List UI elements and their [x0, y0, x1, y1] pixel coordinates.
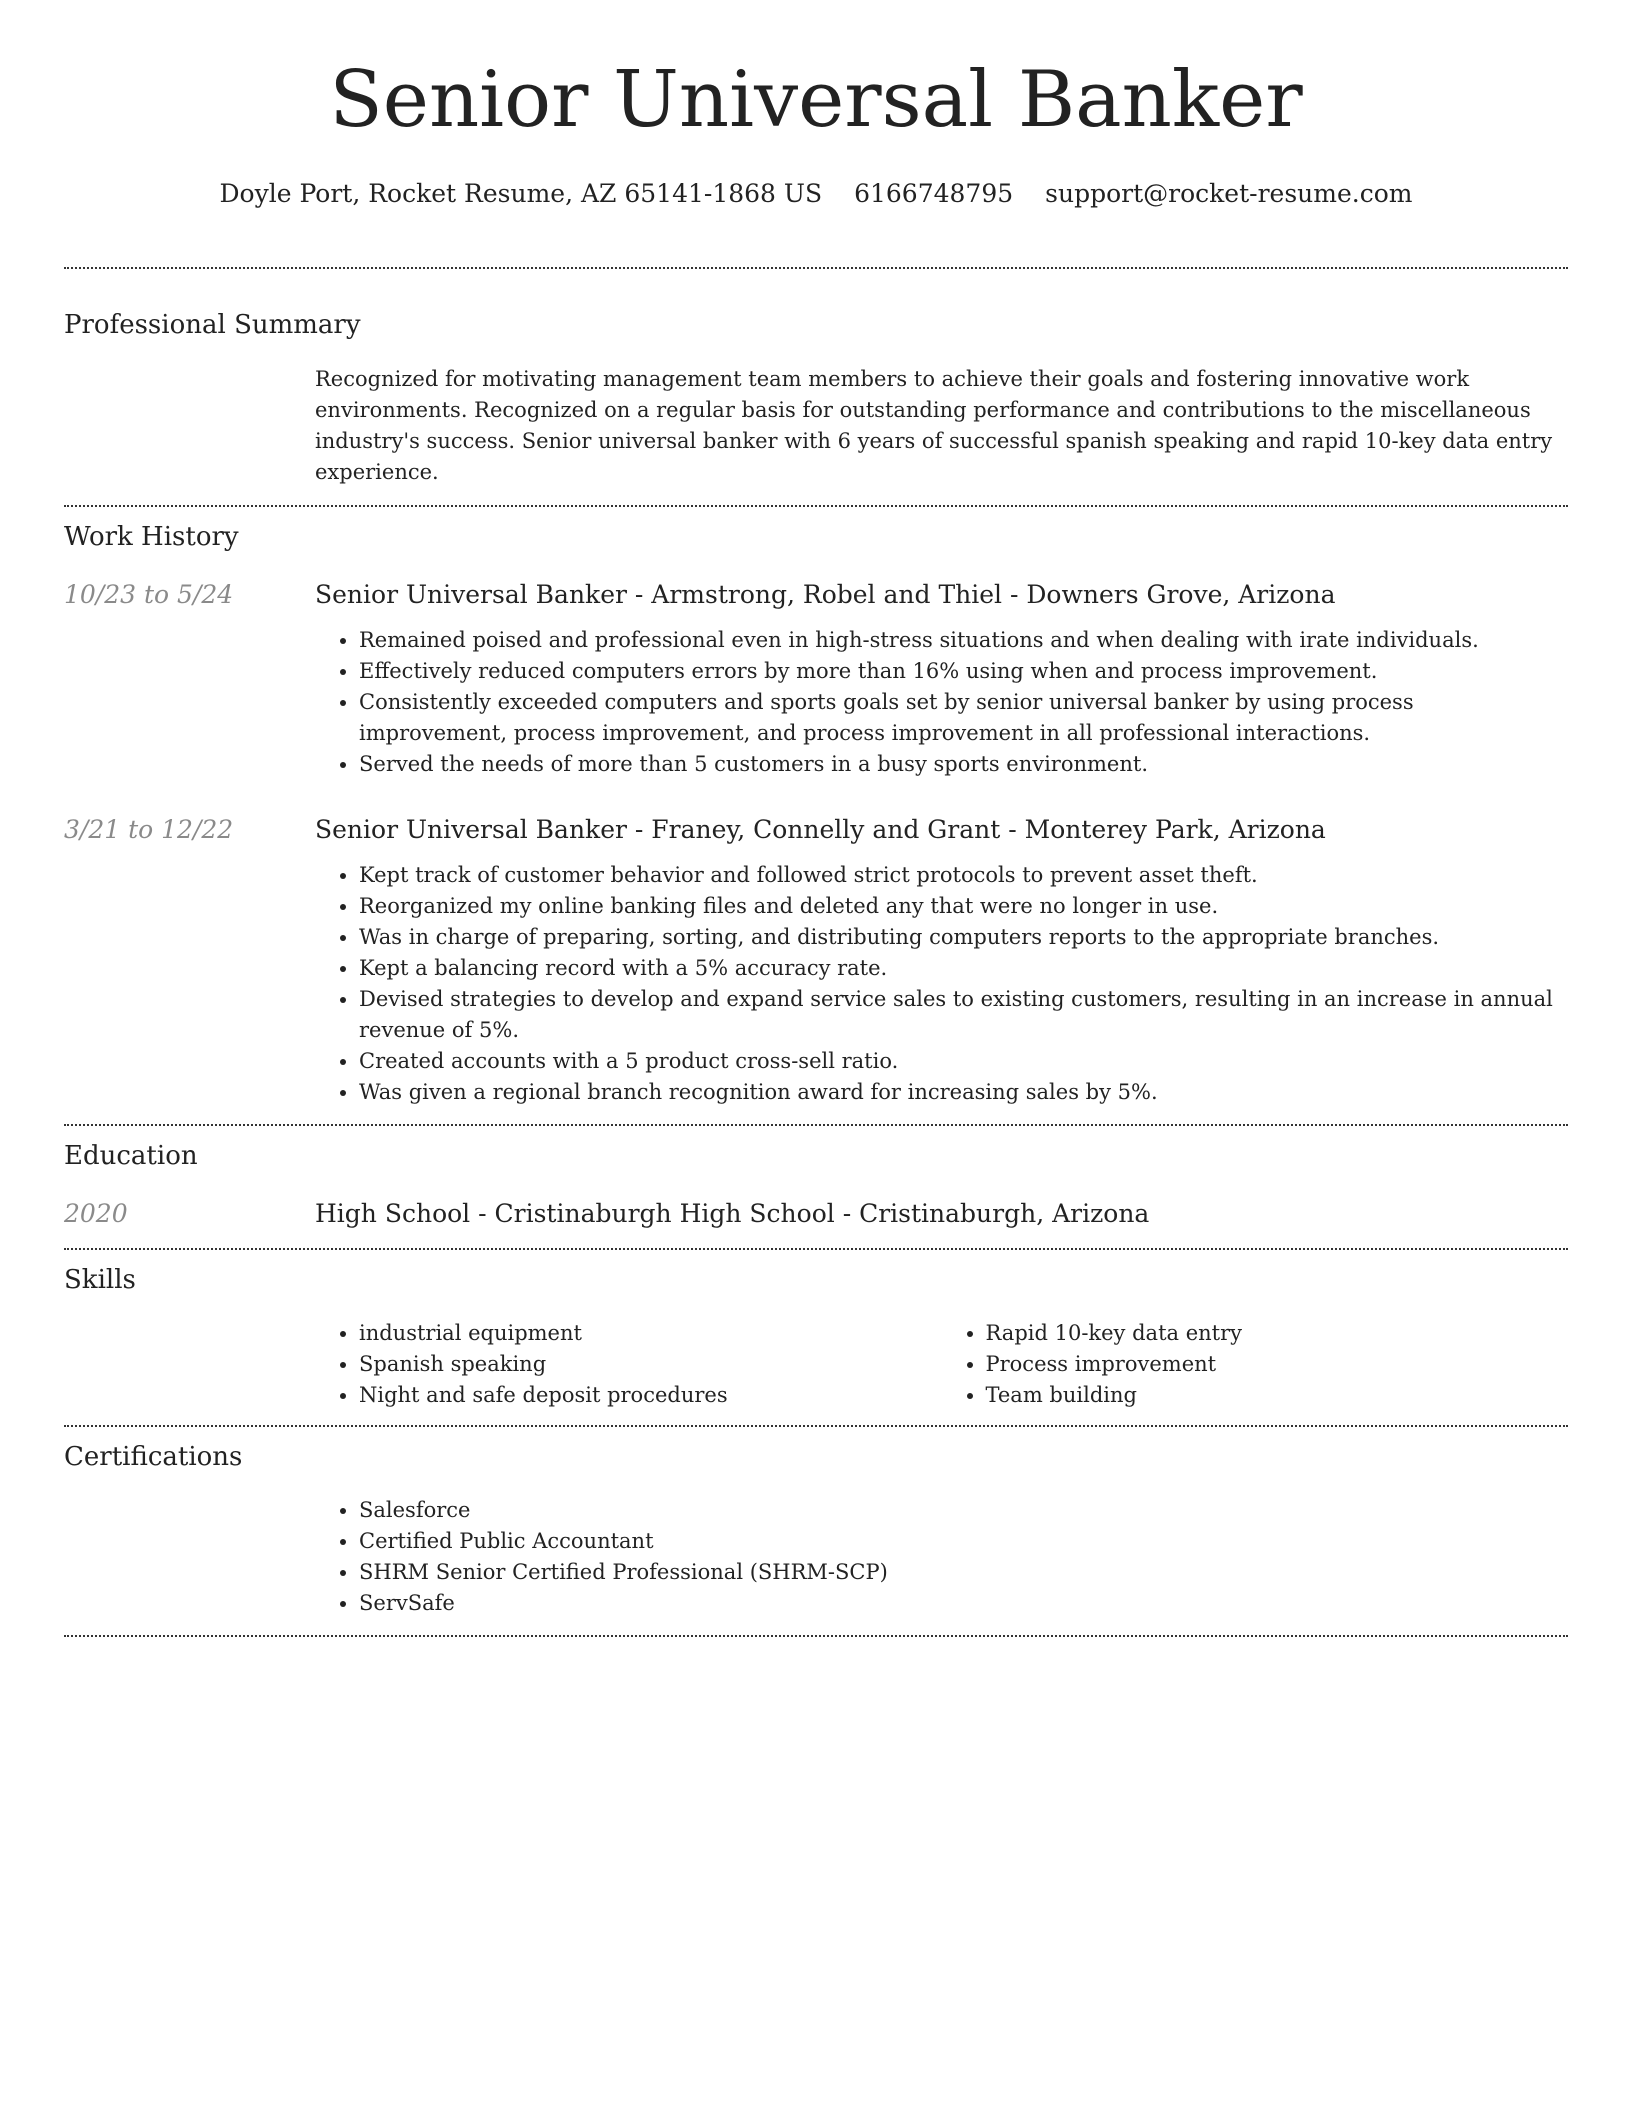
education-text: High School - Cristinaburgh High School - Cristinaburgh, Arizona [315, 1199, 1150, 1228]
section-title-skills: Skills [64, 1265, 136, 1295]
contact-phone: 6166748795 [854, 179, 1014, 208]
job-header [64, 812, 1568, 848]
job-date: 3/21 to 12/22 [64, 815, 234, 844]
job-date: 10/23 to 5/24 [64, 580, 234, 609]
section-title-education: Education [64, 1141, 198, 1171]
skill-item: • Night and safe deposit procedures [359, 1380, 942, 1411]
job-bullets [315, 625, 1568, 780]
contact-email: support@rocket-resume.com [1045, 179, 1413, 208]
certification-item: • SHRM Senior Certified Professional (SHRM-SCP) [359, 1557, 1568, 1588]
job-bullet: • Reorganized my online banking files and deleted any that were no longer in use. [359, 891, 1568, 922]
job-bullet: • Kept a balancing record with a 5% accuracy rate. [359, 953, 1568, 984]
contact-address: Doyle Port, Rocket Resume, AZ 65141-1868 US [219, 179, 823, 208]
job-entry [64, 577, 1568, 780]
certifications-list [315, 1495, 1568, 1619]
divider [64, 1124, 1568, 1126]
job-bullet: • Kept track of customer behavior and followed strict protocols to prevent asset theft. [359, 860, 1568, 891]
job-bullet: • Was in charge of preparing, sorting, and distributing computers reports to the appropriate branches. [359, 922, 1568, 953]
divider [64, 1635, 1568, 1637]
job-title: Senior Universal Banker - Armstrong, Robel and Thiel - Downers Grove, Arizona [315, 580, 1336, 609]
job-bullet-list [315, 860, 1568, 1108]
job-bullet: • Served the needs of more than 5 customers in a busy sports environment. [359, 749, 1568, 780]
divider [64, 505, 1568, 507]
resume-header [64, 0, 1568, 212]
job-entry [64, 812, 1568, 1108]
section-title-work: Work History [64, 522, 239, 552]
certifications-section [64, 1439, 1568, 1619]
skill-item: • Team building [986, 1380, 1569, 1411]
job-title: Senior Universal Banker - Franey, Connelly and Grant - Monterey Park, Arizona [315, 815, 1326, 844]
summary-text: Recognized for motivating management team members to achieve their goals and fostering innovative work environments. Recognized on a regular basis for outstanding performance and contributions to the miscellaneous industry's success. Senior universal banker with 6 years of successful spanish speaking and rapid 10-key data entry experience. [315, 367, 1553, 484]
certifications-list-wrap [315, 1495, 1568, 1619]
certification-item: • ServSafe [359, 1588, 1568, 1619]
job-bullet: • Was given a regional branch recognition award for increasing sales by 5%. [359, 1077, 1568, 1108]
job-bullet: • Effectively reduced computers errors by more than 16% using when and process improvement. [359, 656, 1568, 687]
education-date: 2020 [64, 1199, 128, 1228]
professional-summary-section [64, 307, 1568, 488]
job-bullet: • Remained poised and professional even in high-stress situations and when dealing with irate individuals. [359, 625, 1568, 656]
contact-line [64, 176, 1568, 212]
job-bullet: • Created accounts with a 5 product cross-sell ratio. [359, 1046, 1568, 1077]
certification-item: • Salesforce [359, 1495, 1568, 1526]
job-bullet: • Consistently exceeded computers and sports goals set by senior universal banker by using process improvement, process improvement, and process improvement in all professional interactions. [359, 687, 1568, 749]
skill-item: • Rapid 10-key data entry [986, 1318, 1569, 1349]
divider [64, 267, 1568, 269]
resume-page [64, 0, 1568, 1637]
skill-item: • Process improvement [986, 1349, 1569, 1380]
work-history-section [64, 519, 1568, 1108]
job-bullet: • Devised strategies to develop and expand service sales to existing customers, resulting in an increase in annual revenue of 5%. [359, 984, 1568, 1046]
education-section [64, 1138, 1568, 1232]
divider [64, 1248, 1568, 1250]
divider [64, 1425, 1568, 1427]
skill-item: • industrial equipment [359, 1318, 942, 1349]
job-header [64, 577, 1568, 613]
skills-list-left [315, 1318, 942, 1411]
resume-name: Senior Universal Banker [329, 55, 1303, 145]
job-bullet-list [315, 625, 1568, 780]
skills-list-right [942, 1318, 1569, 1411]
skills-columns [315, 1318, 1568, 1411]
skills-section [64, 1262, 1568, 1411]
section-title-certifications: Certifications [64, 1442, 243, 1472]
skill-item: • Spanish speaking [359, 1349, 942, 1380]
job-bullets [315, 860, 1568, 1108]
education-entry [64, 1196, 1568, 1232]
certification-item: • Certified Public Accountant [359, 1526, 1568, 1557]
section-title-summary: Professional Summary [64, 310, 361, 340]
